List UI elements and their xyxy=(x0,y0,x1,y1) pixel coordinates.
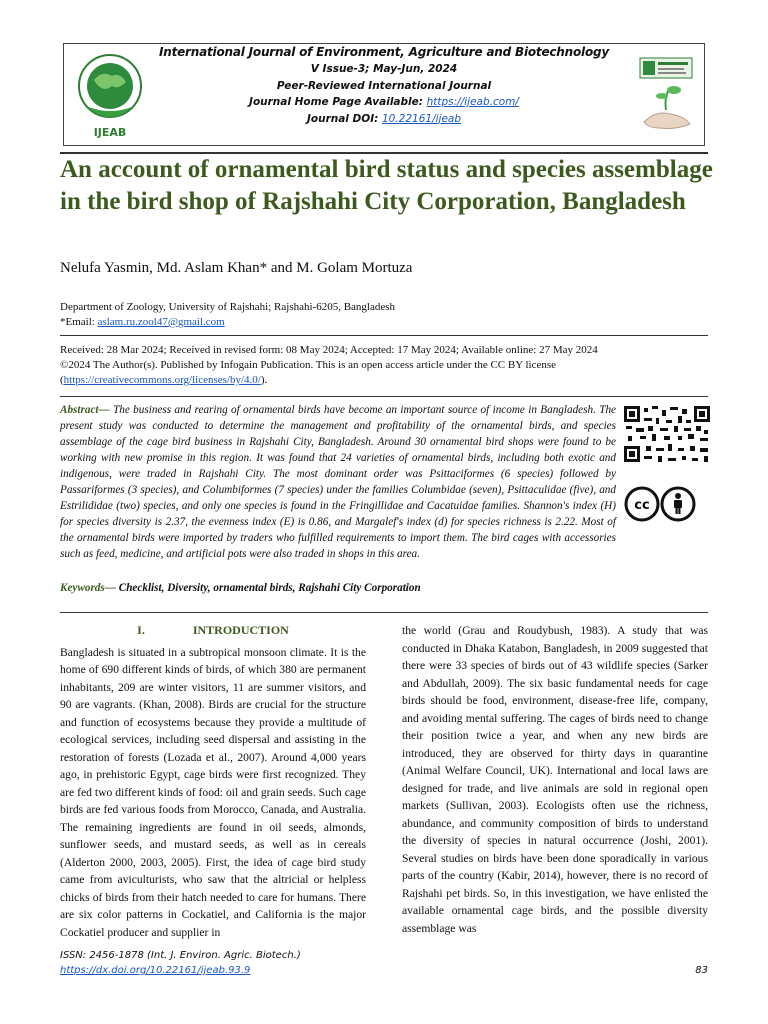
affiliation-block xyxy=(60,300,395,330)
page-number: 83 xyxy=(695,965,708,976)
svg-text:cc: cc xyxy=(634,498,650,513)
journal-review: Peer-Reviewed International Journal xyxy=(276,79,492,92)
article-doi-link[interactable]: https://dx.doi.org/10.22161/ijeab.93.9 xyxy=(60,965,251,976)
svg-text:IJEAB: IJEAB xyxy=(93,126,127,139)
journal-cover-icon xyxy=(636,50,696,142)
article-authors: Nelufa Yasmin, Md. Aslam Khan* and M. Golam Mortuza xyxy=(60,260,413,276)
abstract xyxy=(60,402,616,562)
email-link[interactable]: aslam.ru.zool47@gmail.com xyxy=(97,316,225,328)
copyright-line: ©2024 The Author(s). Published by Infogain Publication. This is an open access article under the CC BY license xyxy=(60,359,557,371)
section-heading xyxy=(60,622,366,640)
intro-paragraph-left: Bangladesh is situated in a subtropical monsoon climate. It is the home of 690 different kinds of birds, of which 380 are permanent inhabitants, 209 are winter visitors, 11 are summer visitors, and 90 are vagrants. (Khan, 2008). Birds are crucial for the structure and function of ecosystems because they provide a multitude of ecological services, including seed dispersal and assisting in the restoration of forests (Lozada et al., 2007). Around 4,000 years ago, in prehistoric Egypt, cage birds were first recognized. They are fed two different kinds of food: oil and grain seeds. Such cage birds are fed various foods from Morocco, Canada, and Australia. The remaining ingredients are found in oil seeds, almonds, sunflower seeds, and mustard seeds, as well as in cereals (Alderton 2000, 2003, 2005). First, the idea of cage bird study came from aviculturists, who saw that the altricial or helpless chicks of birds from their hatch needed to care for humans. There are six color patterns in Cockatiel, and California is the major Cockatiel producer and supplier in xyxy=(60,645,366,939)
divider xyxy=(60,335,708,336)
article-history xyxy=(60,343,708,388)
keywords xyxy=(60,582,421,594)
homepage-link[interactable]: https://ijeab.com/ xyxy=(426,96,519,108)
license-link[interactable]: https://creativecommons.org/licenses/by/4.0/ xyxy=(63,374,261,386)
cc-by-license-icon[interactable] xyxy=(624,486,698,522)
page-footer xyxy=(60,948,708,978)
keywords-text: Checklist, Diversity, ornamental birds, Rajshahi City Corporation xyxy=(115,582,421,594)
affiliation: Department of Zoology, University of Rajshahi; Rajshahi-6205, Bangladesh xyxy=(60,301,396,313)
article-title: An account of ornamental bird status and species assemblage in the bird shop of Rajshahi City Corporation, Bangladesh xyxy=(60,156,713,215)
section-number: I. xyxy=(137,623,145,637)
section-title: INTRODUCTION xyxy=(192,623,289,637)
journal-doi: Journal DOI: 10.22161/ijeab xyxy=(306,112,462,125)
body-column-left xyxy=(60,622,366,941)
divider xyxy=(60,612,708,613)
corresponding-email: *Email: aslam.ru.zool47@gmail.com xyxy=(60,316,225,328)
body-column-right xyxy=(402,622,708,937)
journal-issue: V Issue-3; May-Jun, 2024 xyxy=(310,63,458,75)
journal-homepage: Journal Home Page Available: https://ijeab.com/ xyxy=(249,96,519,108)
keywords-label: Keywords— xyxy=(60,582,116,594)
license-line: (https://creativecommons.org/licenses/by/4.0/). xyxy=(60,374,268,386)
journal-name: International Journal of Environment, Agriculture and Biotechnology xyxy=(158,45,610,59)
journal-header xyxy=(63,43,705,146)
intro-paragraph-right: the world (Grau and Roudybush, 1983). A study that was conducted in Dhaka Katabon, Bangladesh, in 2009 suggested that there were 33 species of birds out of 43 wildlife species (Sarker and Abdullah, 2009). The six basic fundamental needs for cage birds should be food, environment, disease-free life, company, and avoiding mental suffering. The cages of birds need to change their position twice a year, and when any new birds are introduced, they are observed for thirty days in quarantine (Animal Welfare Council, UK). International and local laws are designed for trade, and live animals are sold in regional open markets (Sullivan, 2003). Ecologists often use the richness, abundance, and community composition of birds to understand the diversity of species in natural occurrence (Joshi, 2001). Several studies on birds have been done sporadically in various parts of the country (Kabir, 2014), however, there is no record of Rajshahi pet birds. So, in this investigation, we have enlisted the available ornamental cage birds, and the possible diversity assemblage was xyxy=(402,624,708,935)
divider xyxy=(60,396,708,397)
abstract-label: Abstract— xyxy=(60,404,110,416)
journal-doi-link[interactable]: 10.22161/ijeab xyxy=(381,112,462,125)
qr-code-icon[interactable] xyxy=(624,406,710,462)
dates-line: Received: 28 Mar 2024; Received in revised form: 08 May 2024; Accepted: 17 May 2024; Available online: 27 May 2024 xyxy=(60,344,598,356)
issn-line: ISSN: 2456-1878 (Int. J. Environ. Agric. Biotech.) xyxy=(60,950,301,961)
abstract-text: The business and rearing of ornamental birds have become an important source of income in Bangladesh. The present study was conducted to determine the management and profitability of the ornamental birds, and species assemblage of the cage bird business in Rajshahi City, Bangladesh. Around 30 ornamental bird shops were found to be working with new promise in this region. It was found that 24 varieties of ornamental birds, including both exotic and indigenous, were traded in Rajshahi City. The most dominant order was Psittaciformes (6 species) followed by Passariformes (3 species), and Columbiformes (7 species) under the families Columbidae (seven), Psittaculidae (five), and Estrilididae (two) species, and only one species is found in the Fringillidae and Cacatuidae families. Shannon's index (H) for species diversity is 2.37, the evenness index (E) is 0.86, and Margalef's index (d) for species richness is 2.22. Most of the ornamental birds were imported by traders who fulfilled requirements to import them. The bird cages with accessories such as feed, medicine, and artificial pots were also traded in shops in this area. xyxy=(60,404,616,560)
